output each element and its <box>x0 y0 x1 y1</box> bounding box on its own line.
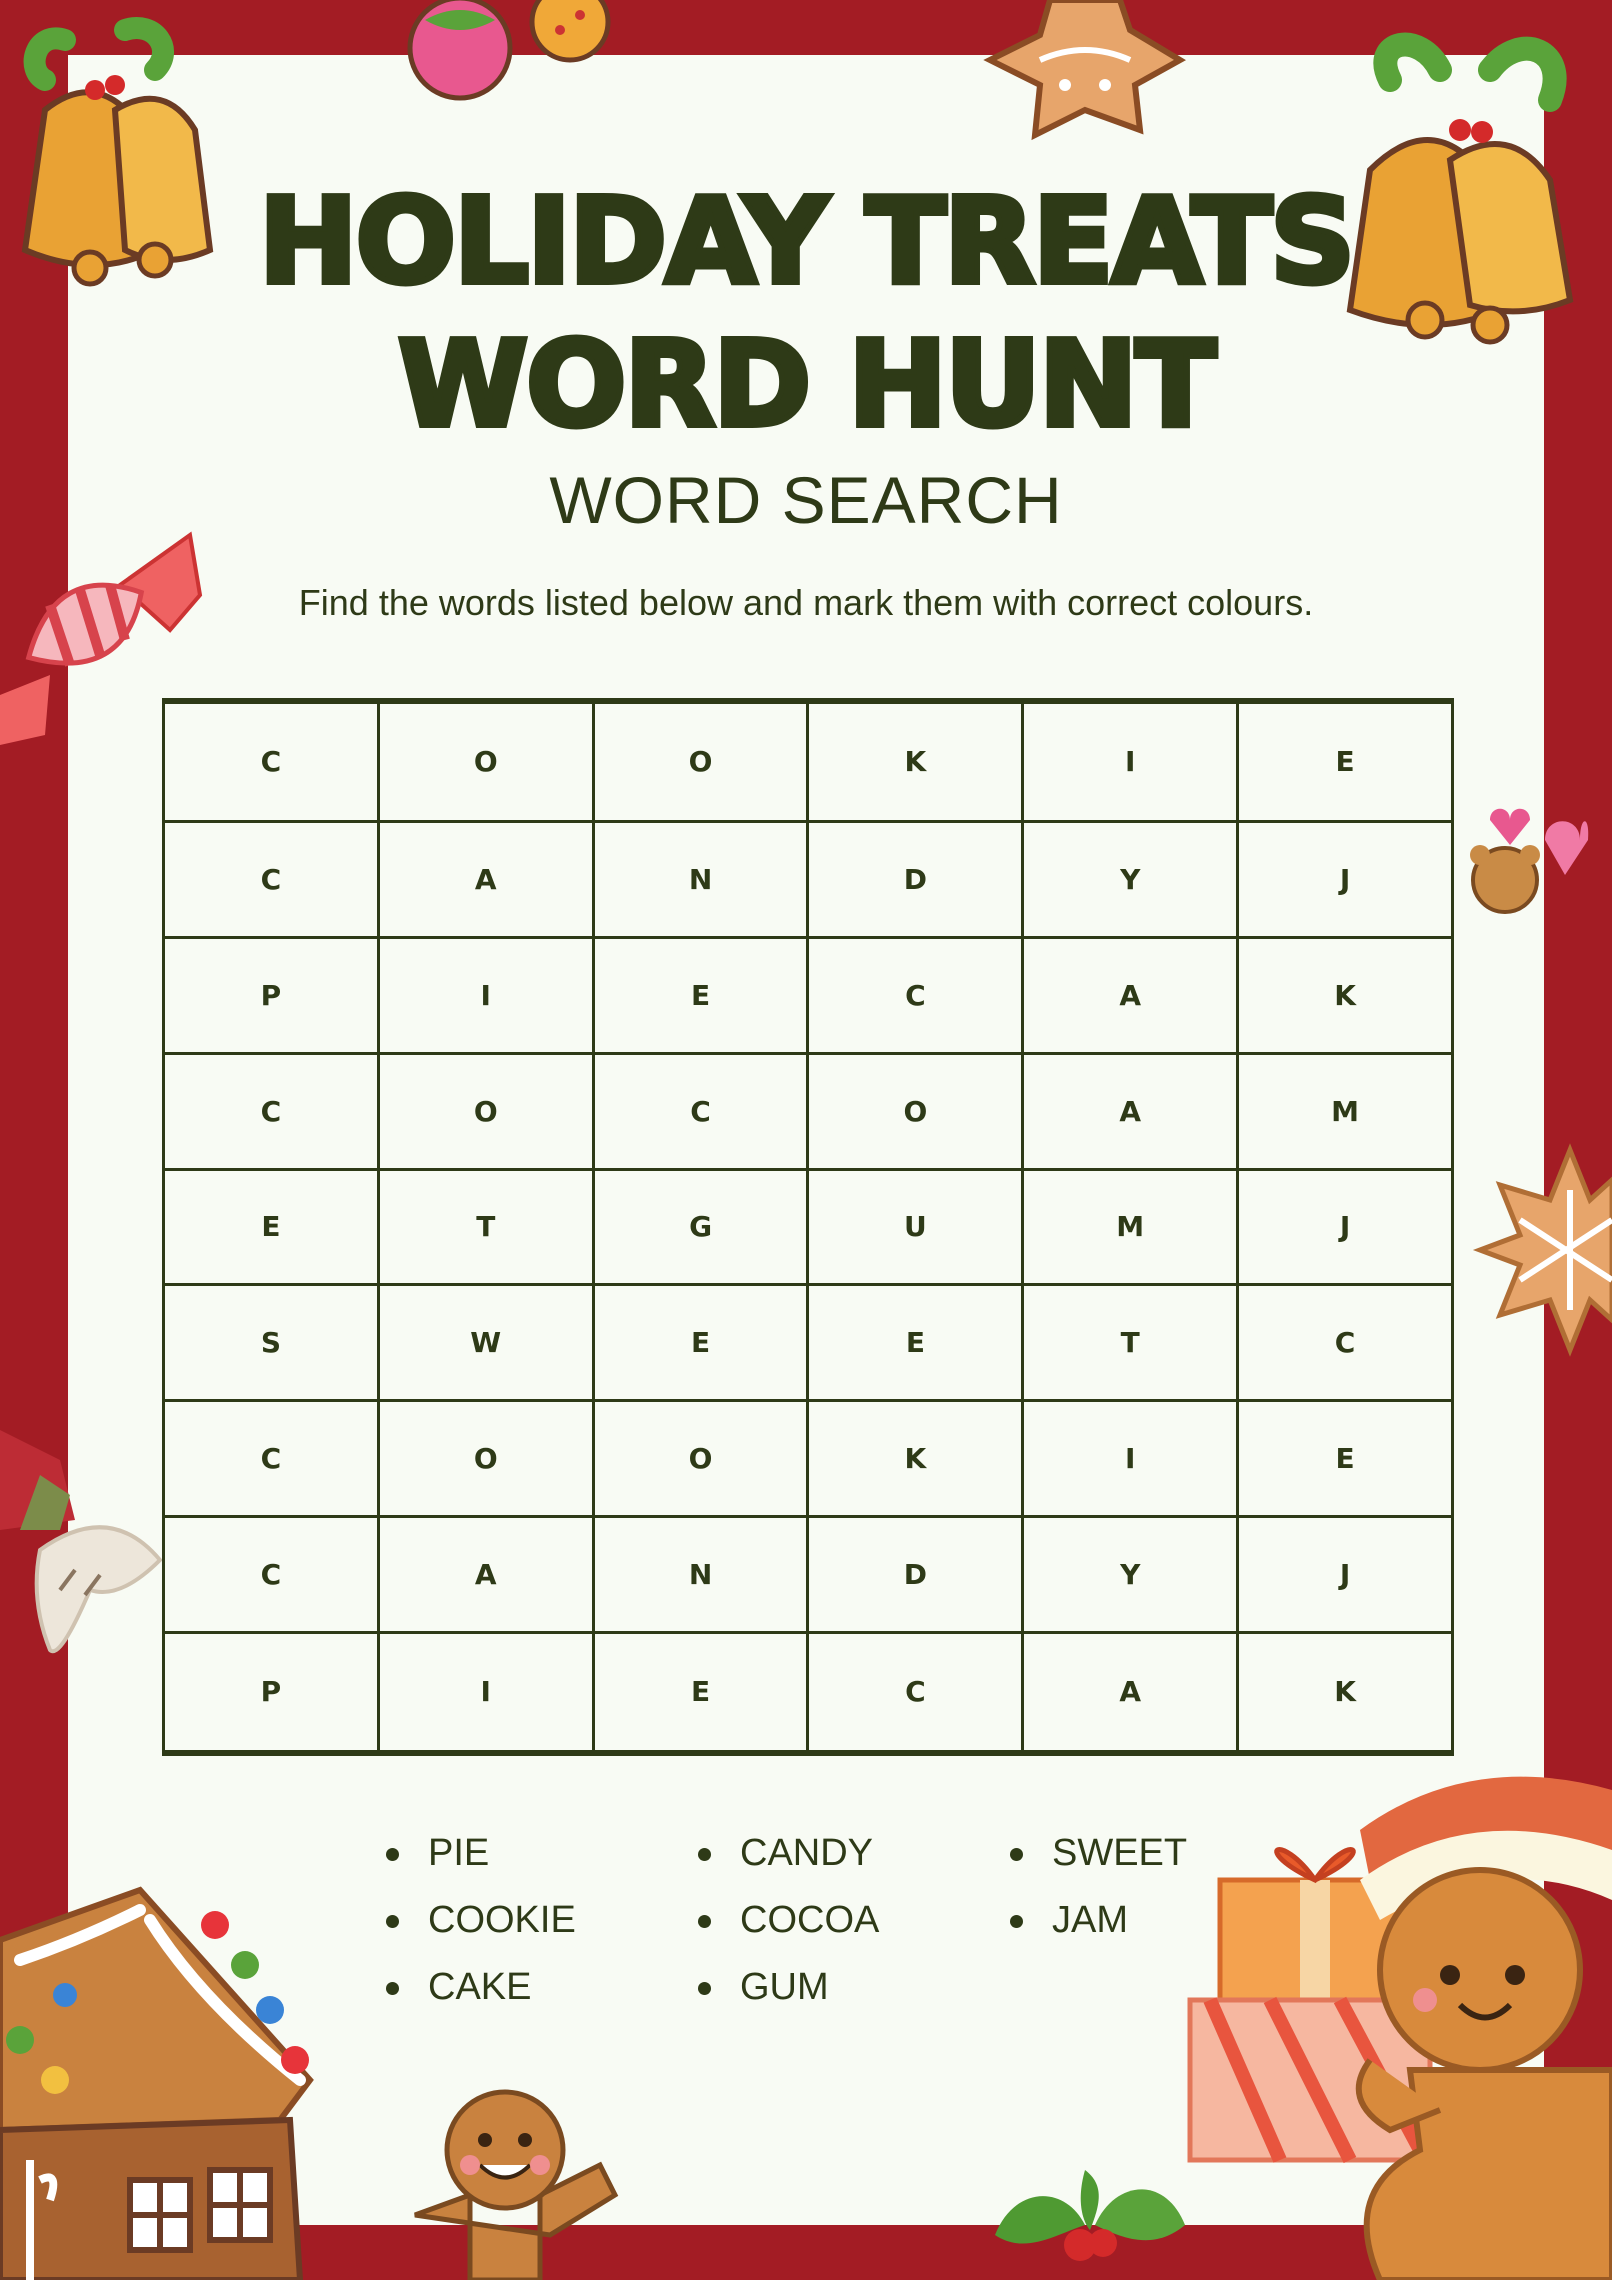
grid-cell[interactable]: S <box>164 1285 379 1401</box>
grid-cell[interactable]: O <box>378 1401 593 1517</box>
grid-cell[interactable]: E <box>1238 1401 1453 1517</box>
grid-cell[interactable]: O <box>593 701 808 821</box>
grid-cell[interactable]: Y <box>1023 1517 1238 1633</box>
grid-cell[interactable]: N <box>593 1517 808 1633</box>
subtitle: WORD SEARCH <box>549 463 1063 537</box>
grid-cell[interactable]: I <box>1023 1401 1238 1517</box>
grid-cell[interactable]: C <box>808 937 1023 1053</box>
grid-cell[interactable]: I <box>378 937 593 1053</box>
grid-cell[interactable]: C <box>164 821 379 937</box>
grid-cell[interactable]: T <box>1023 1285 1238 1401</box>
grid-cell[interactable]: E <box>1238 701 1453 821</box>
grid-cell[interactable]: M <box>1023 1169 1238 1285</box>
word-list-column-2 <box>694 1820 879 2021</box>
grid-cell[interactable]: E <box>164 1169 379 1285</box>
grid-cell[interactable]: K <box>1238 1632 1453 1753</box>
title-line-2: WORD HUNT <box>397 315 1215 453</box>
grid-cell[interactable]: M <box>1238 1053 1453 1169</box>
word-search-grid <box>162 698 1454 1756</box>
grid-row <box>164 1285 1453 1401</box>
grid-cell[interactable]: E <box>593 1285 808 1401</box>
word-list-item: COCOA <box>694 1887 879 1954</box>
word-list-item: CANDY <box>694 1820 879 1887</box>
grid-cell[interactable]: J <box>1238 1169 1453 1285</box>
gingerbread-house-icon <box>0 1880 340 2280</box>
grid-cell[interactable]: C <box>1238 1285 1453 1401</box>
grid-row <box>164 1632 1453 1753</box>
grid-cell[interactable]: I <box>1023 701 1238 821</box>
grid-cell[interactable]: C <box>164 701 379 821</box>
grid-cell[interactable]: C <box>164 1053 379 1169</box>
grid-cell[interactable]: O <box>378 701 593 821</box>
grid-cell[interactable]: J <box>1238 821 1453 937</box>
word-list-column-3 <box>1006 1820 1187 1954</box>
grid-cell[interactable]: K <box>808 1401 1023 1517</box>
grid-cell[interactable]: E <box>593 937 808 1053</box>
grid-cell[interactable]: I <box>378 1632 593 1753</box>
grid-row <box>164 1517 1453 1633</box>
grid-cell[interactable]: K <box>1238 937 1453 1053</box>
grid-cell[interactable]: A <box>1023 1632 1238 1753</box>
grid-cell[interactable]: A <box>1023 937 1238 1053</box>
word-list-item: PIE <box>382 1820 576 1887</box>
grid-row <box>164 701 1453 821</box>
grid-cell[interactable]: W <box>378 1285 593 1401</box>
gingerbread-man-icon <box>400 2085 630 2280</box>
title-line-1: HOLIDAY TREATS <box>258 172 1354 310</box>
grid-row <box>164 1401 1453 1517</box>
snowflake-cookie-icon <box>1480 1150 1612 1350</box>
grid-cell[interactable]: D <box>808 1517 1023 1633</box>
word-list-item: CAKE <box>382 1954 576 2021</box>
grid-cell[interactable]: C <box>808 1632 1023 1753</box>
grid-cell[interactable]: U <box>808 1169 1023 1285</box>
grid-cell[interactable]: Y <box>1023 821 1238 937</box>
word-list-item: GUM <box>694 1954 879 2021</box>
grid-cell[interactable]: T <box>378 1169 593 1285</box>
grid-cell[interactable]: A <box>378 1517 593 1633</box>
word-list-column-1 <box>382 1820 576 2021</box>
grid-cell[interactable]: C <box>164 1401 379 1517</box>
grid-row <box>164 1053 1453 1169</box>
grid-cell[interactable]: K <box>808 701 1023 821</box>
word-list-item: COOKIE <box>382 1887 576 1954</box>
grid-cell[interactable]: E <box>593 1632 808 1753</box>
grid-row <box>164 1169 1453 1285</box>
grid-row <box>164 937 1453 1053</box>
holly-icon <box>985 2165 1195 2280</box>
grid-cell[interactable]: O <box>808 1053 1023 1169</box>
grid-cell[interactable]: G <box>593 1169 808 1285</box>
grid-cell[interactable]: J <box>1238 1517 1453 1633</box>
grid-cell[interactable]: N <box>593 821 808 937</box>
word-list-item: JAM <box>1006 1887 1187 1954</box>
grid-cell[interactable]: C <box>164 1517 379 1633</box>
grid-cell[interactable]: D <box>808 821 1023 937</box>
instructions: Find the words listed below and mark them with correct colours. <box>298 582 1314 623</box>
gingerbread-star-icon <box>980 0 1190 145</box>
ornament-icon <box>395 0 625 110</box>
teddy-cookie-icon <box>1460 800 1590 920</box>
word-list-item: SWEET <box>1006 1820 1187 1887</box>
grid-row <box>164 821 1453 937</box>
grid-cell[interactable]: C <box>593 1053 808 1169</box>
grid-cell[interactable]: P <box>164 1632 379 1753</box>
candy-icon <box>0 1400 165 1660</box>
grid-cell[interactable]: O <box>378 1053 593 1169</box>
grid-cell[interactable]: A <box>1023 1053 1238 1169</box>
grid-cell[interactable]: O <box>593 1401 808 1517</box>
gingerbread-girl-icon <box>1300 1770 1612 2280</box>
grid-cell[interactable]: E <box>808 1285 1023 1401</box>
grid-cell[interactable]: A <box>378 821 593 937</box>
grid-cell[interactable]: P <box>164 937 379 1053</box>
